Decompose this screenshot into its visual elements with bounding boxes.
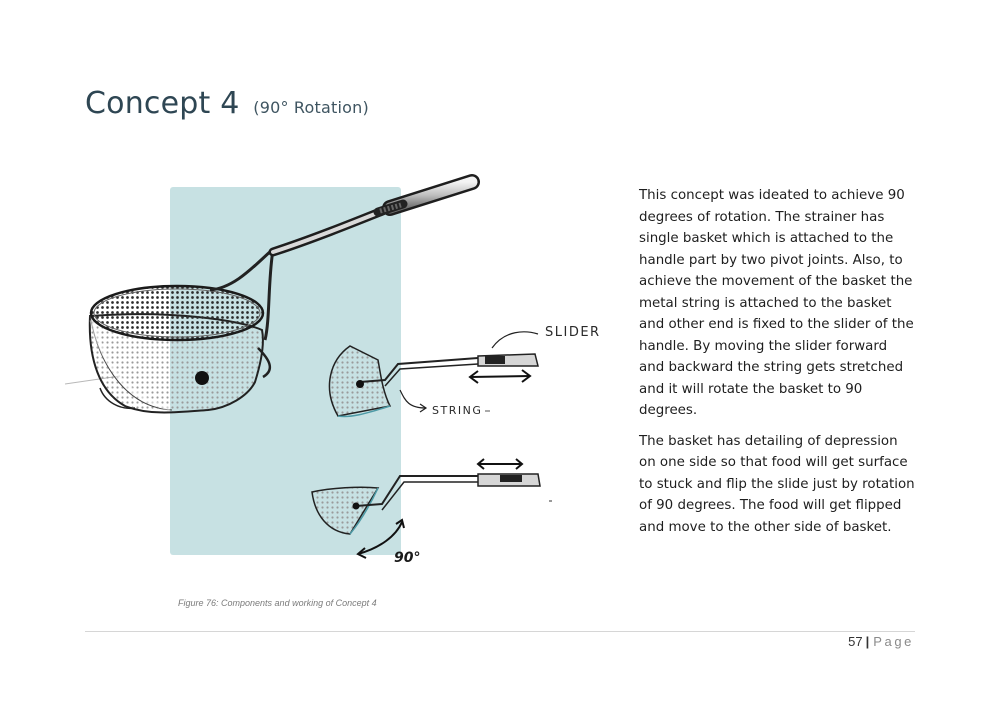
strainer-sketch xyxy=(60,170,620,580)
string-label: STRING xyxy=(432,404,483,417)
footer-divider xyxy=(85,631,915,632)
concept-sketch-figure xyxy=(60,170,620,580)
page-separator: | xyxy=(865,634,870,649)
slider-label: SLIDER xyxy=(545,325,601,340)
concept-subtitle: (90° Rotation) xyxy=(253,98,369,117)
page-title xyxy=(85,86,369,121)
angle-label: 90° xyxy=(394,550,421,566)
figure-caption: Figure 76: Components and working of Concept 4 xyxy=(178,598,377,608)
description-paragraph-2: The basket has detailing of depression on one side so that food will get surface to stuck and flip the slide just by rotation of 90 degrees. The food will get flipped and move to the other side of basket. xyxy=(639,433,915,535)
page-number-footer xyxy=(848,634,914,649)
page-number: 57 xyxy=(848,634,863,649)
concept-title: Concept 4 xyxy=(85,86,240,121)
concept-description xyxy=(639,185,915,547)
description-paragraph-1: This concept was ideated to achieve 90 degrees of rotation. The strainer has single basket which is attached to the handle part by two pivot joints. Also, to achieve the movement of the basket the metal string is attached to the basket and other end is fixed to the slider of the handle. By moving the slider forward and backward the string gets stretched and it will rotate the basket to 90 degrees. xyxy=(639,188,914,418)
page-word: Page xyxy=(873,634,914,649)
